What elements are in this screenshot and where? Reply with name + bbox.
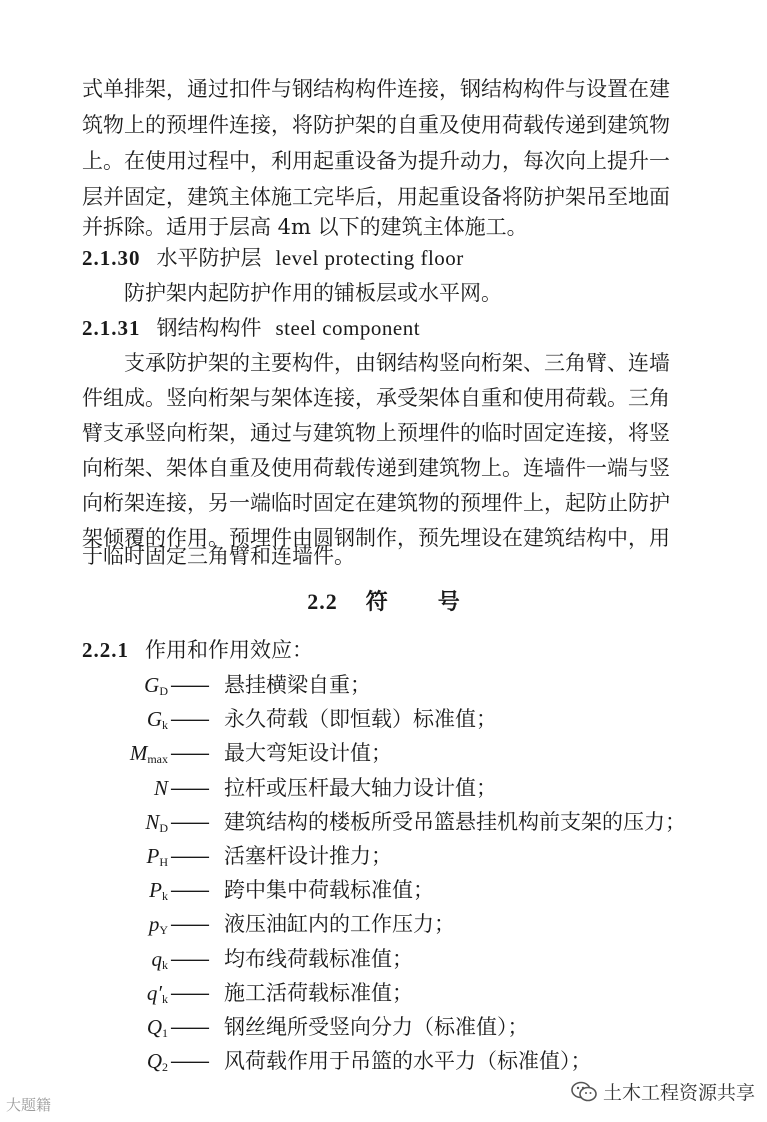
symbol-dash: —— xyxy=(170,673,208,697)
symbol-dash: —— xyxy=(170,741,208,766)
symbol-row xyxy=(58,669,758,701)
symbol-description: 液压油缸内的工作压力； xyxy=(224,912,455,937)
section-title xyxy=(0,586,767,618)
symbol-base: G xyxy=(146,707,162,732)
symbol-subscript: max xyxy=(147,752,168,767)
symbol-subscript: H xyxy=(159,855,168,869)
symbol-description: 跨中集中荷载标准值； xyxy=(224,878,434,903)
symbol-row xyxy=(58,806,758,838)
symbol-dash: —— xyxy=(170,1049,208,1074)
paragraph-line: 臂支承竖向桁架，通过与建筑物上预埋件的临时固定连接，将竖 xyxy=(82,421,670,445)
symbol xyxy=(58,1011,168,1049)
symbol-row xyxy=(58,908,758,940)
symbol-row xyxy=(58,874,758,906)
symbol-base: p xyxy=(148,912,160,937)
term-cn: 水平防护层 xyxy=(156,246,262,270)
paragraph-line: 向桁架、架体自重及使用荷载传递到建筑物上。连墙件一端与竖 xyxy=(82,456,670,480)
symbol-row xyxy=(58,840,758,872)
symbol-dash: —— xyxy=(170,946,208,971)
clause-number: 2.2.1 xyxy=(82,638,129,662)
paragraph-line: 式单排架，通过扣件与钢结构构件连接，钢结构构件与设置在建 xyxy=(82,77,670,101)
symbol-row xyxy=(58,703,758,735)
symbol-subscript: k xyxy=(162,957,168,972)
symbol-row xyxy=(58,943,758,975)
symbol xyxy=(58,977,168,1015)
watermark-left-text: 大题籍 xyxy=(6,1096,52,1114)
paragraph-line: 并拆除。适用于层高 4m 以下的建筑主体施工。 xyxy=(82,215,528,239)
paragraph-line: 架倾覆的作用。预埋件由圆钢制作，预先埋设在建筑结构中，用 xyxy=(82,526,670,550)
symbol xyxy=(58,669,168,707)
symbol-row xyxy=(58,772,758,804)
paragraph-line: 于临时固定三角臂和连墙件。 xyxy=(82,544,355,568)
symbol-dash: —— xyxy=(170,809,208,834)
symbol-dash: —— xyxy=(170,878,208,903)
symbol-subscript: k xyxy=(162,889,168,904)
clause-2-1-30-heading xyxy=(82,242,464,274)
watermark-left xyxy=(6,1094,51,1115)
symbol-base: G xyxy=(144,673,160,697)
clause-number: 2.1.31 xyxy=(82,316,141,340)
symbol-description: 建筑结构的楼板所受吊篮悬挂机构前支架的压力； xyxy=(224,809,686,834)
symbol-description: 风荷载作用于吊篮的水平力（标准值）； xyxy=(224,1049,592,1074)
paragraph-line: 向桁架连接，另一端临时固定在建筑物的预埋件上，起防止防护 xyxy=(82,491,670,515)
symbol xyxy=(58,908,168,946)
clause-number: 2.1.30 xyxy=(82,246,141,270)
term-en: steel component xyxy=(275,316,421,340)
symbol-base: M xyxy=(129,741,148,766)
symbol xyxy=(58,840,168,878)
symbol-base: P xyxy=(149,878,162,903)
section-title-char: 符 xyxy=(365,589,388,615)
symbol-base: q′ xyxy=(146,980,162,1005)
symbol-row xyxy=(58,977,758,1009)
symbol-dash: —— xyxy=(170,844,208,868)
symbol-base: N xyxy=(153,775,168,800)
symbol-base: Q xyxy=(146,1049,162,1074)
symbol-subscript: Y xyxy=(159,923,168,938)
symbol xyxy=(58,806,168,844)
symbol-base: q xyxy=(151,946,162,971)
symbol-row xyxy=(58,1045,758,1077)
symbol-description: 最大弯矩设计值； xyxy=(224,741,392,766)
section-number: 2.2 xyxy=(307,589,338,614)
symbol-subscript: D xyxy=(159,820,168,835)
symbol-description: 施工活荷载标准值； xyxy=(224,980,413,1005)
symbol-dash: —— xyxy=(170,1015,208,1039)
clause-2-1-31-heading xyxy=(82,312,420,344)
clause-heading: 作用和作用效应： xyxy=(145,638,313,662)
symbol xyxy=(58,703,168,741)
paragraph-line: 筑物上的预埋件连接，将防护架的自重及使用荷载传递到建筑物 xyxy=(82,113,670,137)
symbol-row xyxy=(58,737,758,769)
symbol-subscript: 2 xyxy=(162,1060,168,1075)
term-en: level protecting floor xyxy=(275,246,464,270)
symbol-base: Q xyxy=(146,1015,162,1039)
symbol-description: 钢丝绳所受竖向分力（标准值）； xyxy=(224,1015,529,1039)
symbol-row xyxy=(58,1011,758,1043)
watermark-right-text: 土木工程资源共享 xyxy=(602,1082,755,1104)
symbol-base: P xyxy=(146,844,160,868)
paragraph-line: 支承防护架的主要构件，由钢结构竖向桁架、三角臂、连墙 xyxy=(124,351,670,375)
symbol xyxy=(58,874,168,912)
symbol-description: 活塞杆设计推力； xyxy=(224,844,392,868)
symbol xyxy=(58,1045,168,1083)
watermark-right xyxy=(571,1078,755,1105)
symbol-dash: —— xyxy=(170,912,208,937)
symbol-subscript: D xyxy=(159,684,168,698)
symbol xyxy=(58,943,168,981)
symbol-subscript: 1 xyxy=(162,1026,168,1040)
symbol-description: 拉杆或压杆最大轴力设计值； xyxy=(224,775,497,800)
paragraph-line: 件组成。竖向桁架与架体连接，承受架体自重和使用荷载。三角 xyxy=(82,386,670,410)
symbol xyxy=(58,772,168,804)
symbol-description: 永久荷载（即恒载）标准值； xyxy=(224,707,497,732)
symbol-dash: —— xyxy=(170,980,208,1005)
section-title-char: 号 xyxy=(437,589,460,615)
symbol-dash: —— xyxy=(170,775,208,800)
symbol-description: 均布线荷载标准值； xyxy=(224,946,413,971)
symbol-subscript: k xyxy=(162,991,168,1006)
clause-2-2-1-heading xyxy=(82,634,313,666)
symbol-base: N xyxy=(145,809,160,834)
symbol-dash: —— xyxy=(170,707,208,732)
paragraph-line: 层并固定，建筑主体施工完毕后，用起重设备将防护架吊至地面 xyxy=(82,185,670,209)
symbol xyxy=(58,737,168,775)
wechat-icon xyxy=(571,1081,597,1103)
symbol-description: 悬挂横梁自重； xyxy=(224,673,371,697)
paragraph-line: 上。在使用过程中，利用起重设备为提升动力，每次向上提升一 xyxy=(82,149,670,173)
symbol-subscript: k xyxy=(162,718,168,733)
term-cn: 钢结构构件 xyxy=(156,316,262,340)
clause-2-1-30-definition: 防护架内起防护作用的铺板层或水平网。 xyxy=(124,281,502,305)
